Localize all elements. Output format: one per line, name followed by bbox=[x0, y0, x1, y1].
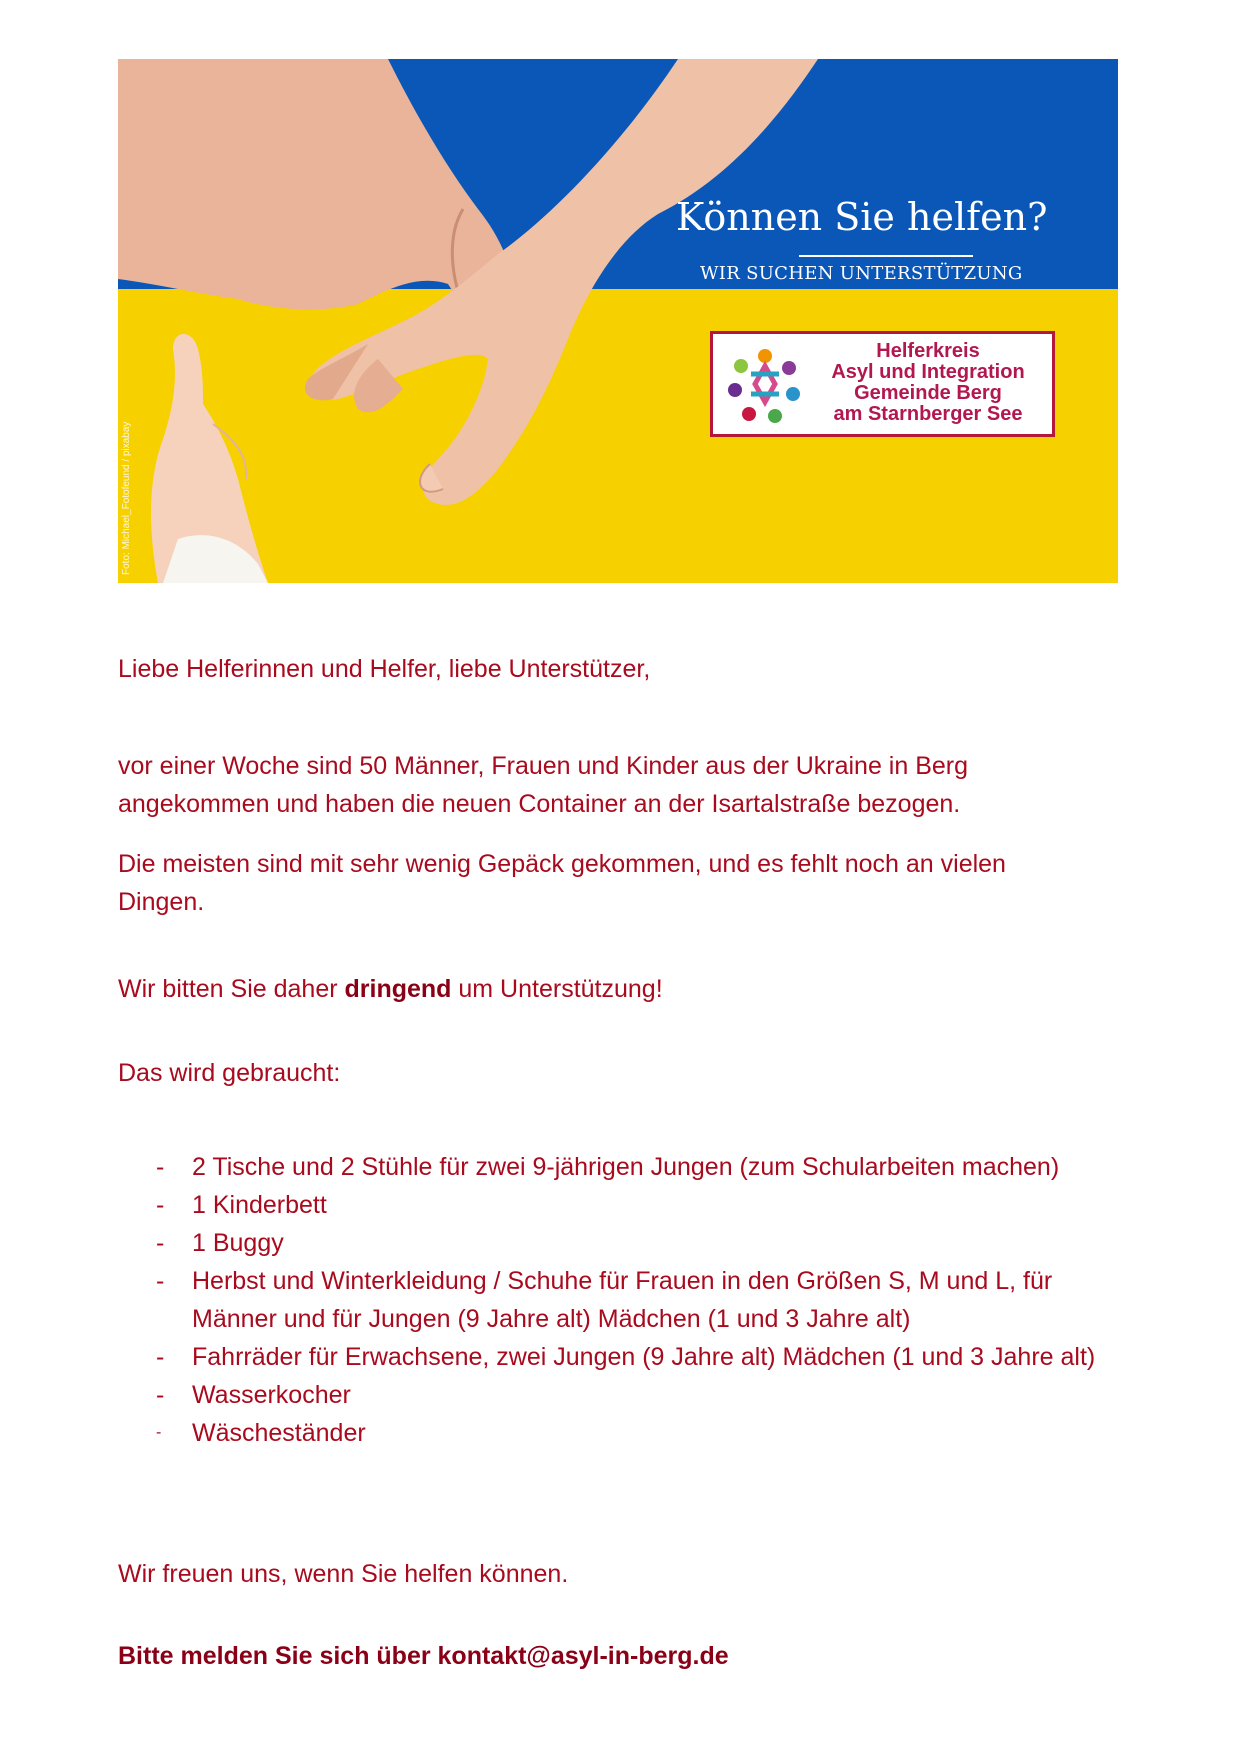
list-item bbox=[118, 1262, 1128, 1338]
header-banner bbox=[118, 59, 1118, 583]
people-circle-icon bbox=[723, 344, 807, 428]
helferkreis-logo bbox=[710, 331, 1055, 437]
logo-line: Asyl und Integration bbox=[831, 361, 1025, 383]
list-item-text: Wäscheständer bbox=[192, 1419, 366, 1447]
photo-credit: Foto: Michael_Fotofeund / pixabay bbox=[121, 421, 132, 575]
list-bullet: - bbox=[156, 1229, 165, 1257]
logo-line: Gemeinde Berg bbox=[854, 382, 1002, 404]
appeal-text-after: um Unterstützung! bbox=[451, 975, 663, 1003]
list-item bbox=[118, 1148, 1128, 1186]
list-item bbox=[118, 1376, 1128, 1414]
list-item-text: 2 Tische und 2 Stühle für zwei 9-jährigen Jungen (zum Schularbeiten machen) bbox=[192, 1153, 1060, 1181]
list-item bbox=[118, 1186, 1128, 1224]
list-item-text: Wasserkocher bbox=[192, 1381, 351, 1409]
greeting: Liebe Helferinnen und Helfer, liebe Unterstützer, bbox=[118, 655, 651, 683]
needs-heading: Das wird gebraucht: bbox=[118, 1059, 341, 1087]
list-item-text: 1 Kinderbett bbox=[192, 1191, 327, 1219]
appeal-emphasis: dringend bbox=[344, 975, 452, 1003]
list-item-text: Herbst und Winterkleidung / Schuhe für Frauen in den Größen S, M und L, für Männer und für Jungen (9 Jahre alt) Mädchen (1 und 3 Jahre alt) bbox=[192, 1267, 1053, 1333]
banner-title: Können Sie helfen? bbox=[676, 195, 1048, 239]
paragraph-luggage: Die meisten sind mit sehr wenig Gepäck gekommen, und es fehlt noch an vielen Dingen. bbox=[118, 850, 1006, 916]
needs-list bbox=[118, 1148, 1128, 1452]
list-bullet: - bbox=[156, 1343, 165, 1371]
appeal-text-before: Wir bitten Sie daher bbox=[118, 975, 345, 1003]
list-item-text: 1 Buggy bbox=[192, 1229, 284, 1257]
list-item bbox=[118, 1338, 1128, 1376]
list-item bbox=[118, 1414, 1128, 1452]
contact-line: Bitte melden Sie sich über kontakt@asyl-in-berg.de bbox=[118, 1642, 729, 1670]
banner-photo bbox=[118, 59, 1118, 583]
list-bullet: - bbox=[156, 1424, 162, 1441]
list-bullet: - bbox=[156, 1191, 165, 1219]
banner-divider bbox=[799, 255, 973, 257]
banner-subtitle: WIR SUCHEN UNTERSTÜTZUNG bbox=[700, 263, 1023, 284]
list-item-text: Fahrräder für Erwachsene, zwei Jungen (9 Jahre alt) Mädchen (1 und 3 Jahre alt) bbox=[192, 1343, 1096, 1371]
appeal bbox=[118, 970, 663, 1008]
list-item bbox=[118, 1224, 1128, 1262]
list-bullet: - bbox=[156, 1153, 165, 1181]
logo-line: Helferkreis bbox=[876, 340, 980, 362]
list-bullet: - bbox=[156, 1381, 165, 1409]
paragraph-arrival: vor einer Woche sind 50 Männer, Frauen und Kinder aus der Ukraine in Berg angekommen und haben die neuen Container an der Isartalstraße bezogen. bbox=[118, 752, 969, 818]
logo-line: am Starnberger See bbox=[833, 403, 1023, 425]
closing: Wir freuen uns, wenn Sie helfen können. bbox=[118, 1560, 569, 1588]
list-bullet: - bbox=[156, 1267, 165, 1295]
logo-text bbox=[811, 341, 1045, 425]
